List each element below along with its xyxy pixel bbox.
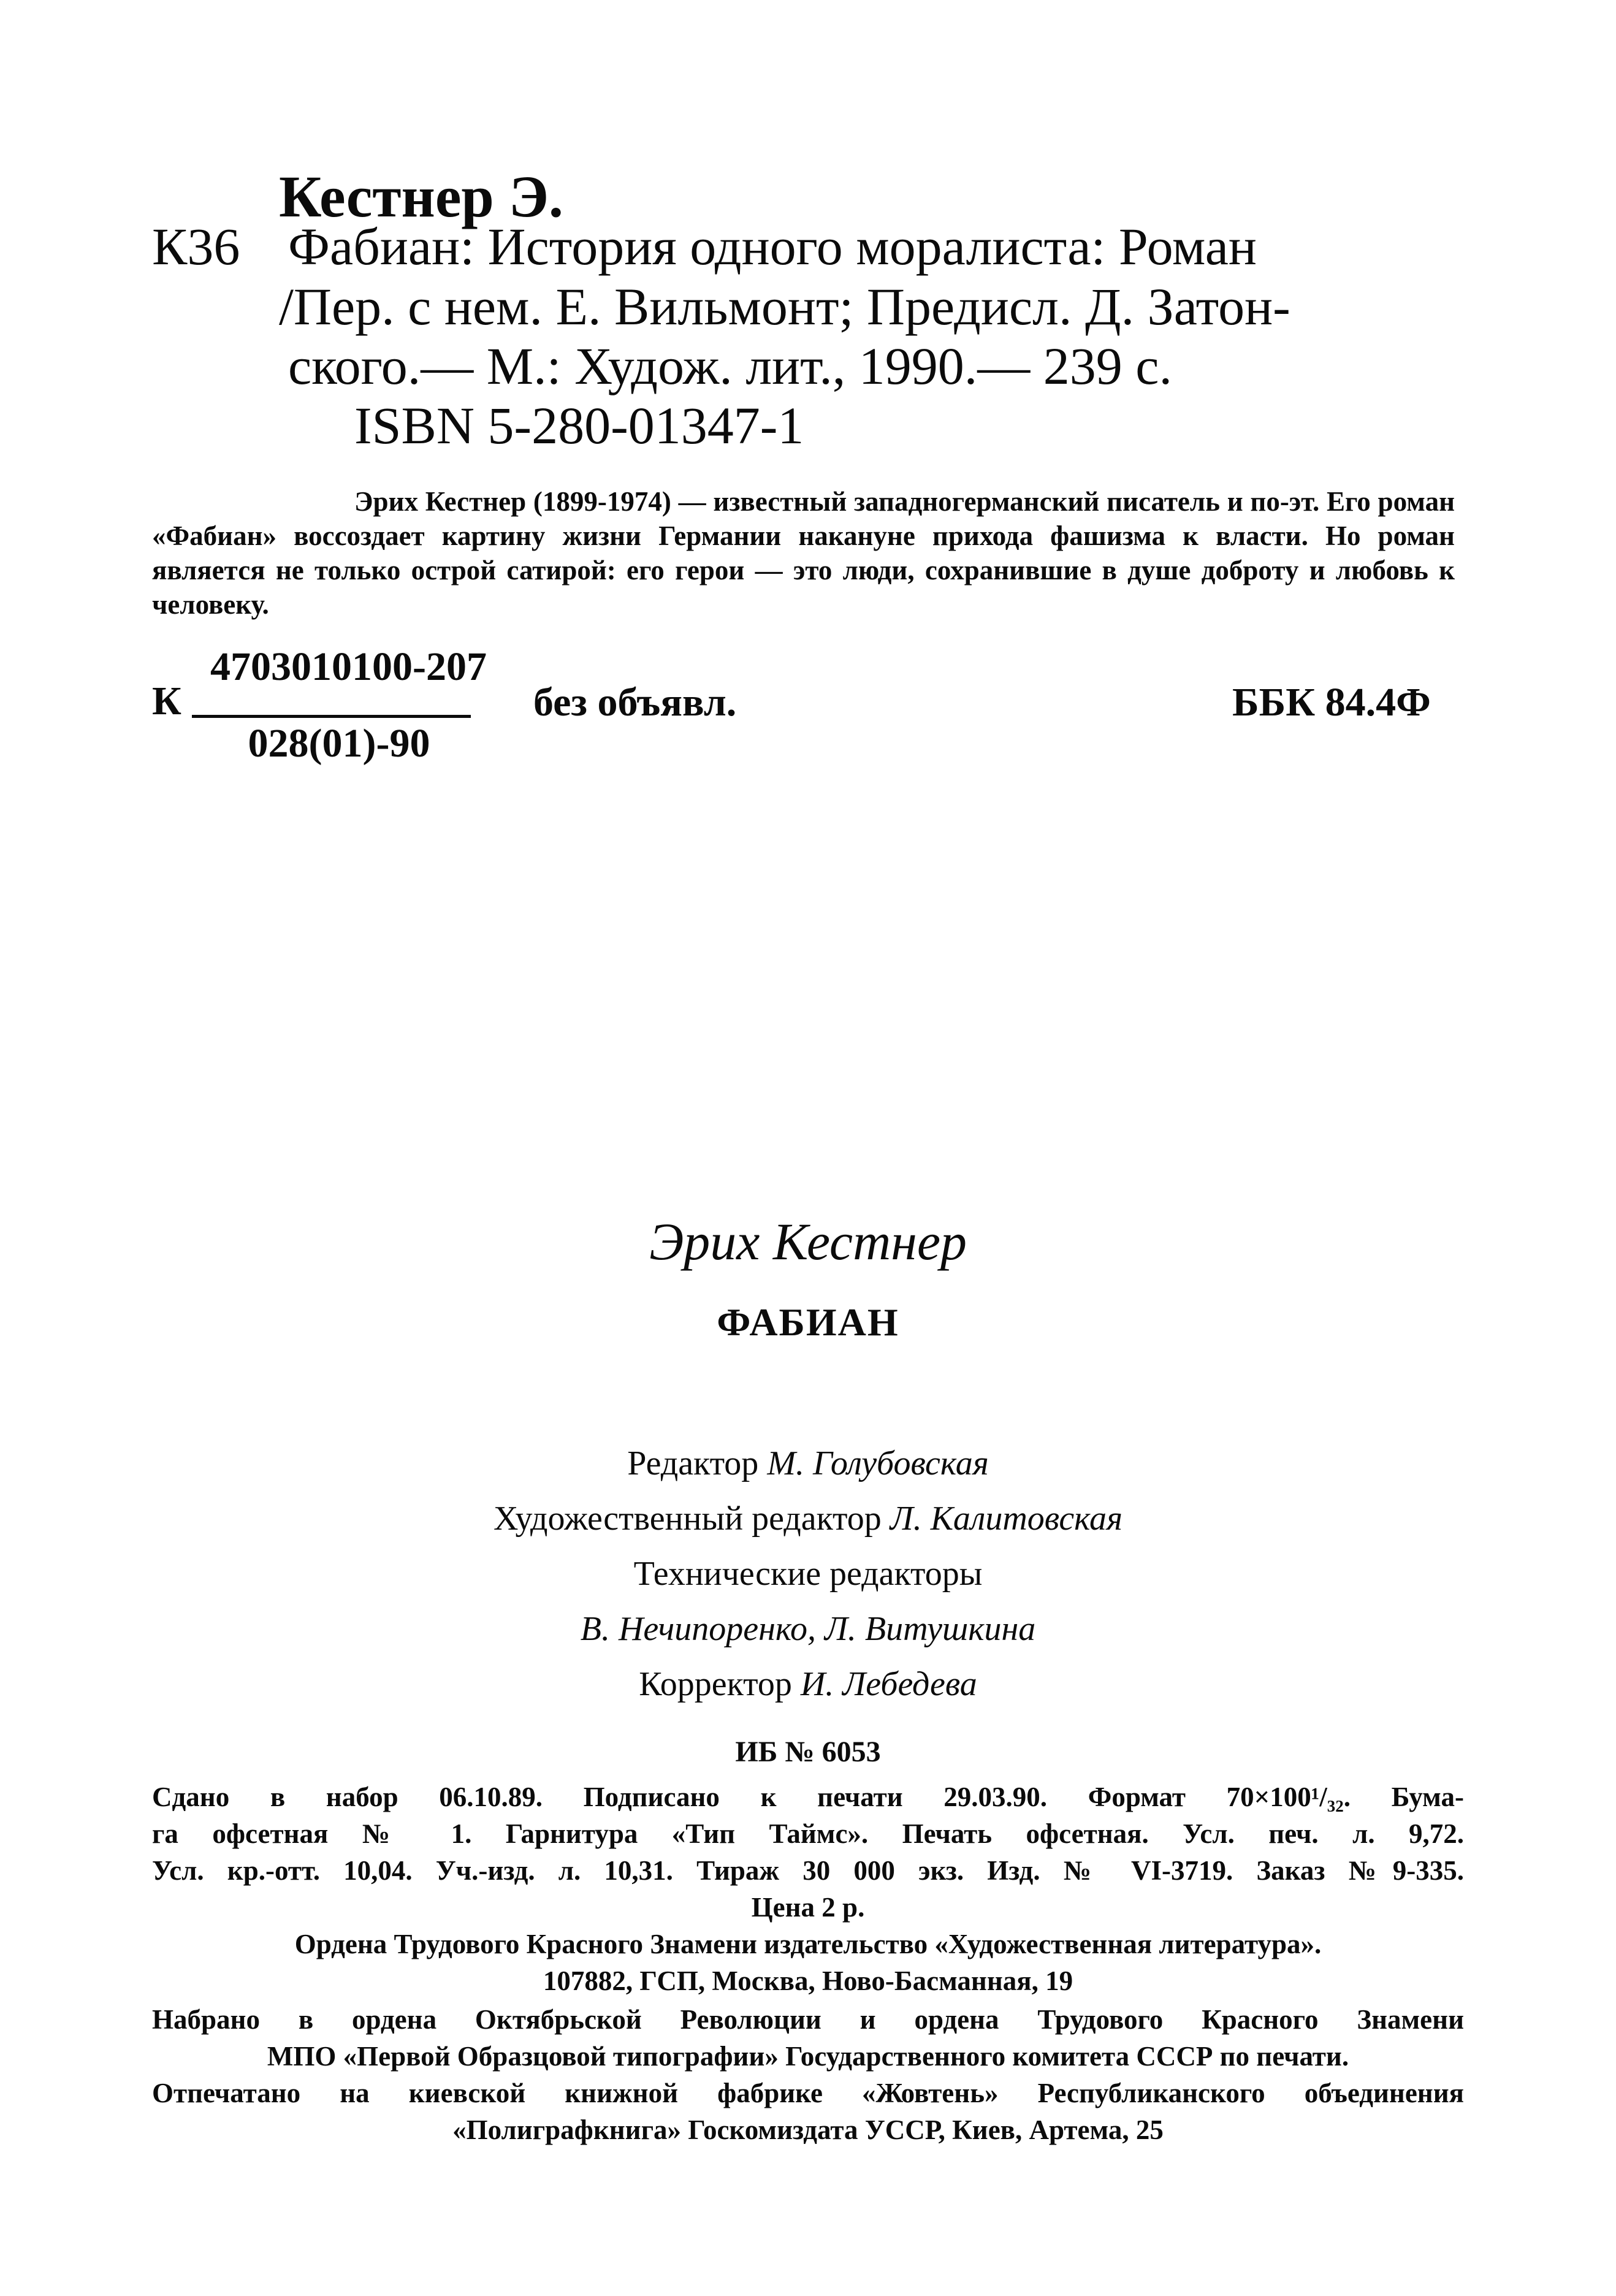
- tech-editors-label: Технические редакторы: [633, 1555, 983, 1593]
- tech-editors-names: В. Нечипоренко, Л. Витушкина: [580, 1610, 1036, 1648]
- index-denominator: 028(01)-90: [248, 721, 430, 766]
- fraction-bar: [192, 715, 471, 718]
- index-numerator: 4703010100-207: [210, 644, 487, 689]
- tech-line-3: Усл. кр.-отт. 10,04. Уч.-изд. л. 10,31. Тираж 30 000 экз. Изд. № VI-3719. Заказ №9-335.: [152, 1855, 1464, 1886]
- card-author: Кестнер Э.: [279, 164, 563, 229]
- editor-line: [0, 1444, 1616, 1483]
- annotation: Эрих Кестнер (1899-1974) — известный западногерманский писатель и по-эт. Его роман «Фабиан» воссоздает картину жизни Германии накануне прихода фашизма к власти. Но роман является не только острой сатирой: его герои — это люди, сохранившие в душе доброту и любовь к человеку.: [152, 486, 1455, 620]
- catalog-index: [152, 644, 520, 766]
- corrector-name: И. Лебедева: [800, 1665, 977, 1703]
- card-code: К36: [152, 217, 240, 276]
- print-line-5: Отпечатано на киевской книжной фабрике «Жовтень» Республиканского объединения: [152, 2078, 1464, 2108]
- print-line-2: 107882, ГСП, Москва, Ново-Басманная, 19: [543, 1966, 1073, 1996]
- card-title-line-1: Фабиан: История одного моралиста: Роман: [288, 217, 1257, 276]
- price: Цена 2 р.: [751, 1892, 865, 1923]
- tech-line-2: га офсетная № 1. Гарнитура «Тип Таймс». Печать офсетная. Усл. печ. л. 9,72.: [152, 1818, 1464, 1849]
- tech-editors-line: [0, 1609, 1616, 1649]
- ib-number: ИБ № 6053: [735, 1736, 881, 1768]
- print-line-4: МПО «Первой Образцовой типографии» Государственного комитета СССР по печати.: [267, 2041, 1349, 2072]
- colophon-author: Эрих Кестнер: [649, 1212, 967, 1271]
- art-editor-label: Художественный редактор: [493, 1500, 882, 1538]
- card-title-line-3: ского.— М.: Худож. лит., 1990.— 239 с.: [288, 337, 1172, 395]
- corrector-line: [0, 1665, 1616, 1704]
- art-editor-line: [0, 1499, 1616, 1538]
- print-line-6: «Полиграфкнига» Госкомиздата УССР, Киев, Артема, 25: [452, 2115, 1164, 2145]
- print-line-3: Набрано в ордена Октябрьской Революции и ордена Трудового Красного Знамени: [152, 2004, 1464, 2035]
- bbk-code: ББК 84.4Ф: [1232, 680, 1431, 725]
- art-editor-name: Л. Калитовская: [890, 1500, 1123, 1538]
- no-advert-note: без объявл.: [533, 680, 737, 725]
- print-line-1: Ордена Трудового Красного Знамени издательство «Художественная литература».: [294, 1929, 1322, 1959]
- index-letter: К: [152, 679, 181, 723]
- colophon-title: ФАБИАН: [717, 1300, 899, 1344]
- isbn: ISBN 5-280-01347-1: [354, 396, 804, 455]
- card-title-line-2: /Пер. с нем. Е. Вильмонт; Предисл. Д. Затон-: [279, 277, 1290, 336]
- corrector-label: Корректор: [639, 1665, 792, 1703]
- editor-name: М. Голубовская: [767, 1444, 989, 1482]
- editor-label: Редактор: [627, 1444, 759, 1482]
- tech-line-1: Сдано в набор 06.10.89. Подписано к печати 29.03.90. Формат 70×100¹/₃₂. Бума-: [152, 1782, 1464, 1812]
